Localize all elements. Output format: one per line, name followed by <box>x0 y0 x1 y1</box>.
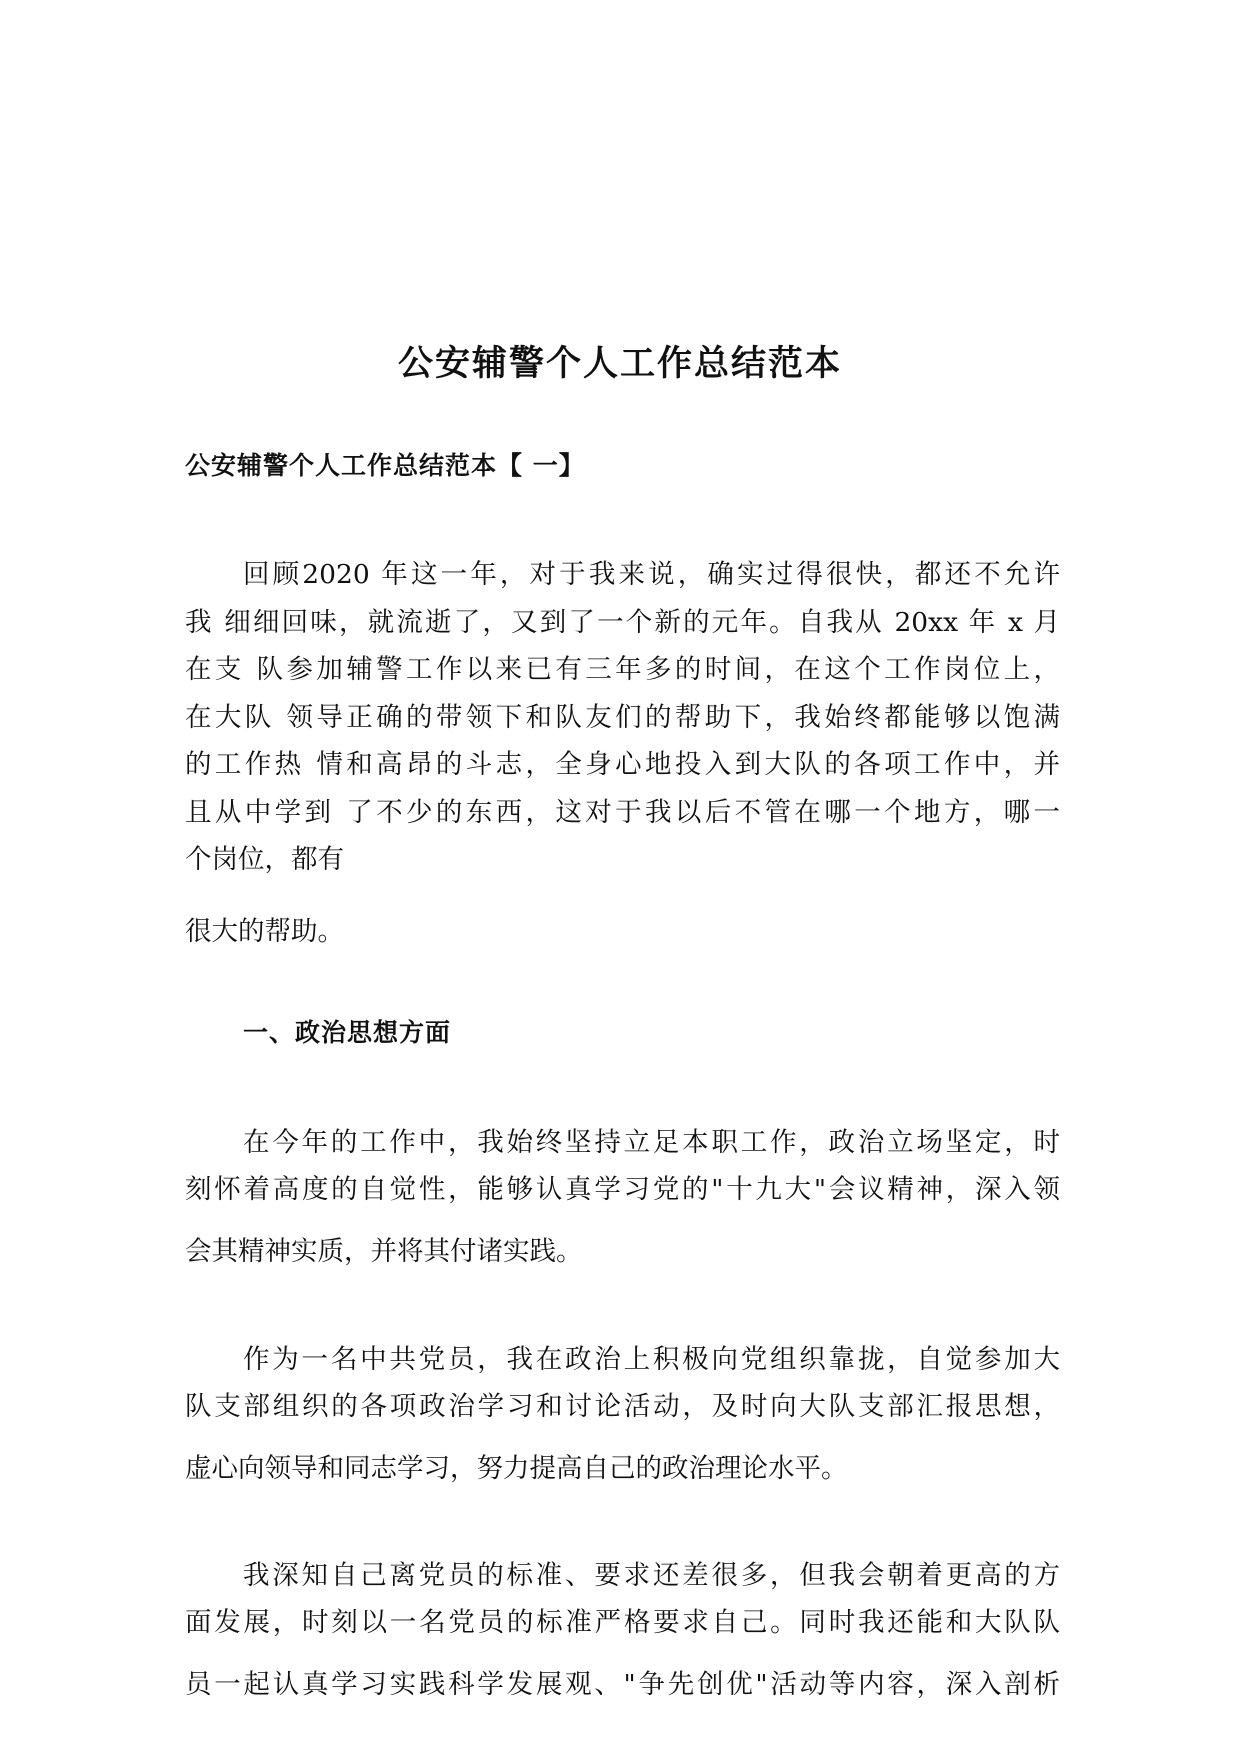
intro-paragraph-tail <box>185 908 1060 956</box>
document-title: 公安辅警个人工作总结范本 <box>397 343 842 384</box>
paragraph-line: 在支 队参加辅警工作以来已有三年多的时间，在这个工作岗位上， <box>185 654 1060 685</box>
paragraph-3 <box>185 1552 1060 1709</box>
paragraph-line: 在今年的工作中，我始终坚持立足本职工作，政治立场坚定，时 <box>243 1127 1060 1158</box>
paragraph-line: 员一起认真学习实践科学发展观、"争先创优"活动等内容，深入剖析 <box>185 1669 1060 1700</box>
paragraph-line: 我 细细回味，就流逝了，又到了一个新的元年。自我从 20xx 年 x 月 <box>185 606 1060 638</box>
paragraph-line: 的工作热 情和高昂的斗志，全身心地投入到大队的各项工作中，并 <box>185 749 1060 780</box>
paragraph-line: 作为一名中共党员，我在政治上积极向党组织靠拢，自觉参加大 <box>243 1344 1060 1375</box>
intro-paragraph <box>185 551 1060 884</box>
sub-heading-political: 一、政治思想方面 <box>243 1018 452 1047</box>
paragraph-line: 且从中学到 了不少的东西，这对于我以后不管在哪一个地方，哪一 <box>185 796 1060 828</box>
paragraph-line: 刻怀着高度的自觉性，能够认真学习党的"十九大"会议精神，深入领 <box>185 1174 1060 1205</box>
paragraph-2 <box>185 1336 1060 1493</box>
paragraph-line: 虚心向领导和同志学习，努力提高自己的政治理论水平。 <box>185 1453 848 1484</box>
paragraph-line: 面发展，时刻以一名党员的标准严格要求自己。同时我还能和大队队 <box>185 1607 1060 1638</box>
paragraph-line: 我深知自己离党员的标准、要求还差很多，但我会朝着更高的方 <box>243 1560 1060 1591</box>
paragraph-line: 个岗位，都有 <box>185 844 344 875</box>
section-heading: 公安辅警个人工作总结范本【 一】 <box>185 451 585 480</box>
paragraph-line: 在大队 领导正确的带领下和队友们的帮助下，我始终都能够以饱满 <box>185 701 1060 733</box>
paragraph-line: 队支部组织的各项政治学习和讨论活动，及时向大队支部汇报思想， <box>185 1391 1060 1422</box>
paragraph-line: 很大的帮助。 <box>185 916 344 947</box>
paragraph-line: 会其精神实质，并将其付诸实践。 <box>185 1236 583 1267</box>
paragraph-1 <box>185 1119 1060 1276</box>
paragraph-line: 回顾2020 年这一年，对于我来说，确实过得很快，都还不允许 <box>243 559 1060 590</box>
